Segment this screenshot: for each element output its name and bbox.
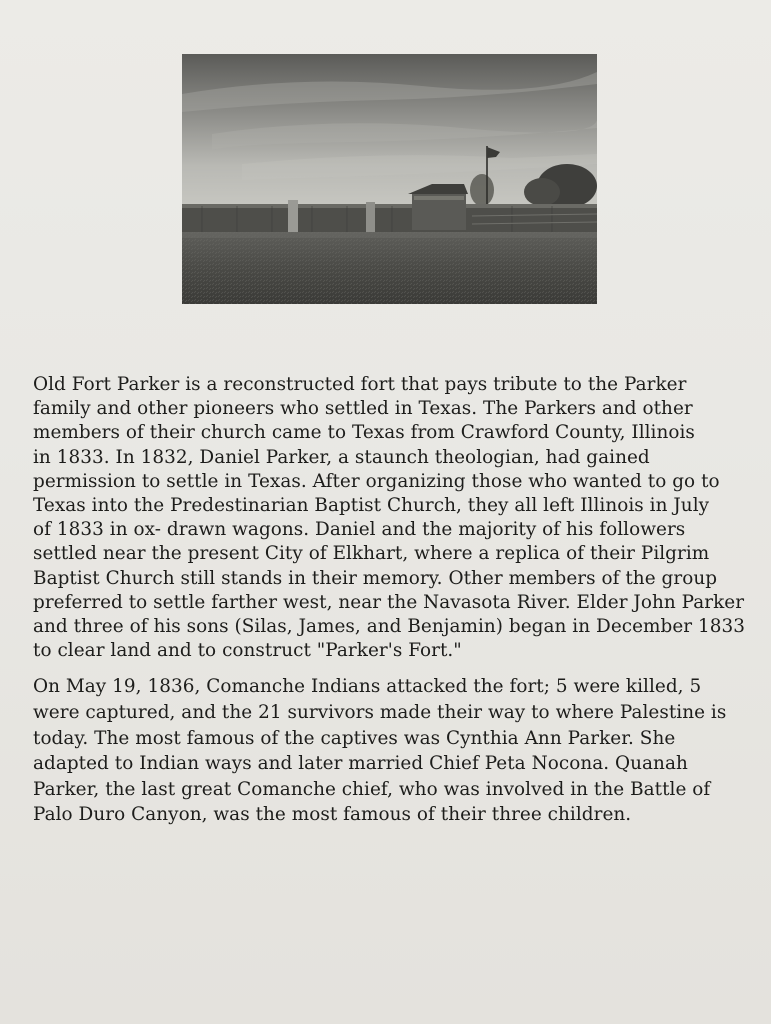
body-text: [33, 373, 749, 828]
paragraph-line: settled near the present City of Elkhart, where a replica of their Pilgrim: [33, 543, 710, 565]
paragraph-line: On May 19, 1836, Comanche Indians attacked the fort; 5 were killed, 5: [33, 676, 702, 698]
paragraph-line: today. The most famous of the captives was Cynthia Ann Parker. She: [33, 727, 676, 749]
paragraph-line: were captured, and the 21 survivors made their way to where Palestine is: [33, 702, 727, 724]
paragraph-line: to clear land and to construct "Parker's Fort.": [33, 640, 462, 662]
paragraph-line: adapted to Indian ways and later married Chief Peta Nocona. Quanah: [33, 753, 688, 775]
fort-photo: [182, 54, 597, 304]
paragraph-line: Parker, the last great Comanche chief, who was involved in the Battle of: [33, 778, 711, 800]
paragraph-line: Texas into the Predestinarian Baptist Church, they all left Illinois in July: [33, 495, 710, 517]
paragraph-1: [33, 373, 749, 663]
paragraph-2: [33, 674, 749, 828]
paragraph-line: Baptist Church still stands in their memory. Other members of the group: [33, 567, 718, 589]
paragraph-line: preferred to settle farther west, near the Navasota River. Elder John Parker: [33, 591, 745, 613]
paragraph-line: permission to settle in Texas. After organizing those who wanted to go to: [33, 470, 720, 492]
paragraph-line: members of their church came to Texas from Crawford County, Illinois: [33, 422, 695, 444]
fort-photo-image: [182, 54, 597, 304]
paragraph-line: Palo Duro Canyon, was the most famous of their three children.: [33, 804, 632, 826]
paragraph-line: family and other pioneers who settled in Texas. The Parkers and other: [33, 398, 693, 420]
paragraph-line: Old Fort Parker is a reconstructed fort that pays tribute to the Parker: [33, 374, 687, 395]
paragraph-line: in 1833. In 1832, Daniel Parker, a staunch theologian, had gained: [33, 446, 650, 468]
paragraph-line: of 1833 in ox- drawn wagons. Daniel and the majority of his followers: [33, 519, 686, 541]
paragraph-line: and three of his sons (Silas, James, and Benjamin) began in December 1833: [33, 616, 746, 638]
